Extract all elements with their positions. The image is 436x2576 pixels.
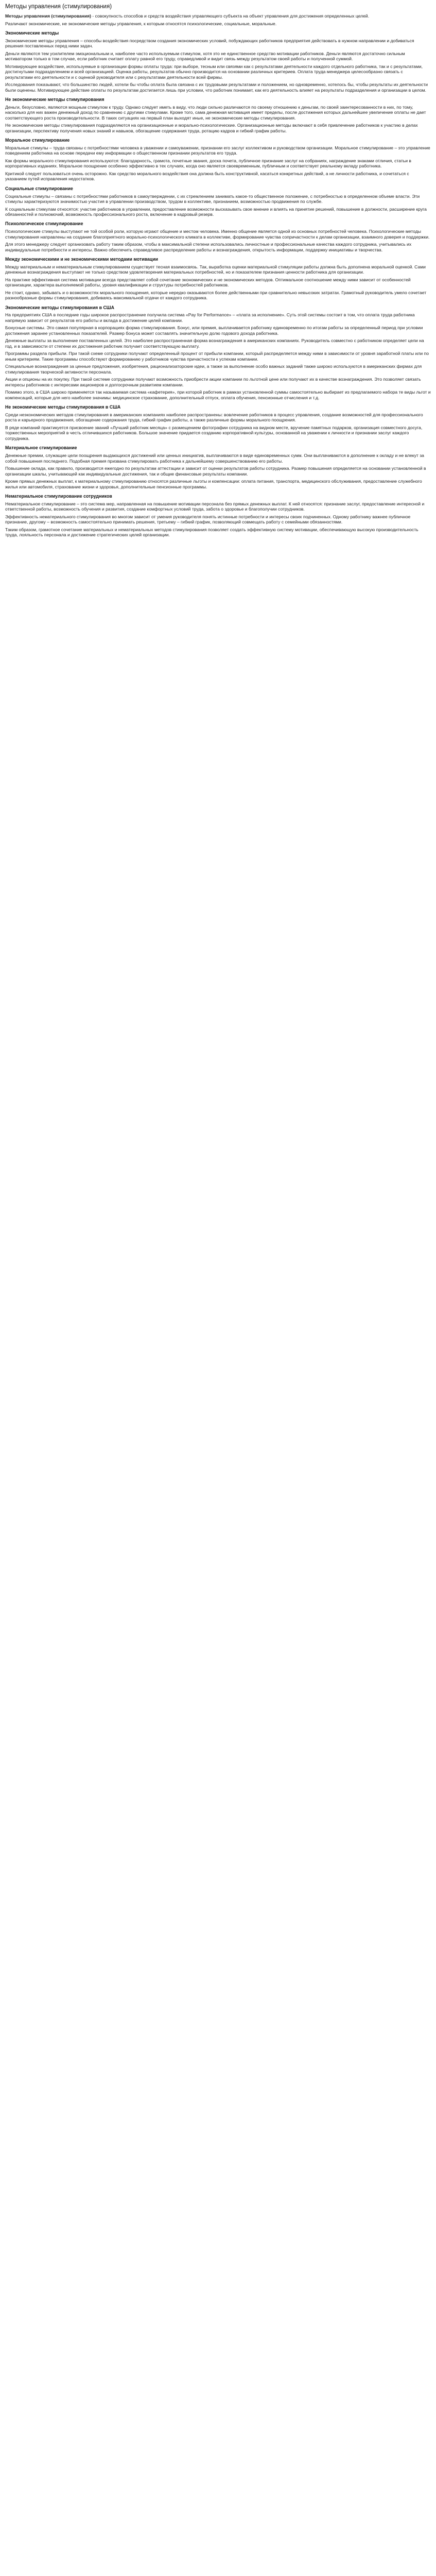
section-paragraph: Бонусные системы. Это самая популярная в корпорациях форма стимулирования. Бонус, или премия, выплачивается работнику единовременно по итогам работы за определенный период при условии достижения заранее установленных показателей. Размер бонуса может составлять значительную долю годового дохода работника.	[5, 325, 423, 336]
document-section	[5, 138, 431, 182]
section-heading: Между экономическими и не экономическими методами мотивации	[5, 257, 159, 262]
section-paragraph: Денежные выплаты за выполнение поставленных целей. Это наиболее распространенная форма вознаграждения в американских компаниях. Руководитель совместно с работником определяет цели на год, и в зависимости от степени их достижения работник получает соответствующую выплату.	[5, 338, 424, 349]
document-section	[5, 494, 431, 538]
page-title: Методы управления (стимулирования)	[5, 4, 112, 10]
section-paragraph: Денежные премии, служащие цели поощрения выдающихся достижений или ценных инициатив, выплачиваются в виде единовременных сумм. Они выплачиваются в дополнение к окладу и не влекут за собой повышения последнего. Подобная премия призвана стимулировать работника к дальнейшему совершенствованию его работы.	[5, 453, 424, 464]
section-paragraph: Деньги являются тем усилителем эмоциональным и, наиболее часто используемым стимулом, хотя это не единственное средство мотивации работников. Деньги являются достаточно сильным мотиватором только в том случае, если работник считает оплату равной его труду, справедливой и видит связь между результатом своей работы и полученной суммой.	[5, 50, 405, 62]
document-section	[5, 257, 431, 301]
section-heading: Психологическое стимулирование	[5, 221, 83, 227]
intro-paragraph-2: Различают экономические, не экономические методы управления, к которым относятся психологические, социальные, моральные.	[5, 21, 277, 26]
section-paragraph: Нематериальное стимулирование – это система мер, направленная на повышение мотивации персонала без прямых денежных выплат. К ней относятся: признание заслуг, предоставление интересной и ответственной работы, возможность обучения и развития, создание комфортных условий труда, забота о здоровье и благополучии сотрудников.	[5, 501, 425, 512]
document-section	[5, 186, 431, 217]
section-paragraph: Помимо этого, в США широко применяется так называемая система «кафетерия», при которой работник в рамках установленной суммы самостоятельно выбирает из предлагаемого набора те виды льгот и компенсаций, которые для него наиболее значимы: медицинское страхование, дополнительный отпуск, оплата обучения, пенсионные отчисления и т.д.	[5, 389, 431, 400]
intro-paragraph	[5, 13, 431, 19]
section-paragraph: Среди неэкономических методов стимулирования в американских компаниях наиболее распространены: вовлечение работников в процесс управления, создание возможностей для профессионального роста и карьерного продвижения, обогащение содержания труда, гибкий график работы, а также различные формы морального поощрения.	[5, 412, 423, 423]
section-paragraph: Исследования показывают, что большинство людей, хотели бы чтобы оплата была связана с их трудовыми результатами и положением, но одновременно, хотелось бы, чтобы результаты их деятельности были оценены. Мотивирующее действие оплаты по результатам достигается лишь при условии, что работник понимает, как его деятельность влияет на результаты подразделения и организации в целом.	[5, 82, 428, 93]
intro-text: - совокупность способов и средств воздействия управляющего субъекта на объект управления для достижения определенных целей.	[91, 13, 370, 19]
document-page	[0, 0, 436, 545]
section-heading: Нематериальное стимулирование сотрудников	[5, 494, 112, 499]
section-paragraph: Экономические методы управления – способы воздействия посредством создания экономических условий, побуждающих работников предприятия действовать в нужном направлении и добиваться решения поставленных перед ними задач.	[5, 38, 414, 49]
section-paragraph: Специальные вознаграждения за ценные предложения, изобретения, рационализаторские идеи, а также за выполнение особо важных заданий также широко используются в американских фирмах для стимулирования творческой активности персонала.	[5, 364, 422, 375]
section-heading: Моральное стимулирование	[5, 138, 70, 143]
section-paragraph: На практике эффективная система мотивации всегда представляет собой сочетание экономических и не экономических методов. Оптимальное соотношение между ними зависит от особенностей организации, характера выполняемой работы, уровня квалификации и структуры потребностей работников.	[5, 277, 411, 288]
section-paragraph: Мотивирующее воздействие, используемые в организации формы оплаты труда: при выборе, тесным или связями как с результатами деятельности каждого отдельного работника, так и с результатами, достигнутыми подразделением и всей организацией. Оценка работы, результатов обычно производится на основании различных критериев. Оплата труда менеджера целесообразно связать с результатами его деятельности и с оценкой руководителя или с результатами деятельности всей фирмы.	[5, 63, 423, 80]
section-paragraph: На предприятиях США в последние годы широкое распространение получила система «Pay for Performance» – «плата за исполнение». Суть этой системы состоит в том, что оплата труда работника напрямую зависит от результатов его работы и вклада в достижение целей компании.	[5, 312, 415, 323]
section-paragraph: Критикой следует пользоваться очень осторожно. Как средство морального воздействия она должна быть конструктивной, касаться конкретных действий, а не личности работника, и сочетаться с указанием путей исправления недостатков.	[5, 171, 409, 182]
document-section	[5, 404, 431, 441]
section-paragraph: Не стоит, однако, забывать и о возможностях морального поощрения, которые нередко оказываются более действенными при сравнительно невысоких затратах. Грамотный руководитель умело сочетает разнообразные формы стимулирования, добиваясь максимальной отдачи от каждого сотрудника.	[5, 290, 427, 301]
section-heading: Экономические методы	[5, 30, 59, 36]
section-heading: Экономические методы стимулирования в США	[5, 304, 115, 310]
section-paragraph: К социальным стимулам относятся: участие работников в управлении, предоставление возможности высказывать свое мнение и влиять на принятие решений, повышение в должности, расширение круга обязанностей и полномочий, возможность профессионального роста, включение в кадровый резерв.	[5, 206, 427, 217]
section-paragraph: Таким образом, грамотное сочетание материальных и нематериальных методов стимулирования позволяет создать эффективную систему мотивации, обеспечивающую высокую производительность труда, лояльность персонала и достижение стратегических целей организации.	[5, 527, 418, 538]
intro-lead: Методы управления (стимулирования)	[5, 13, 91, 19]
section-paragraph: Повышение оклада, как правило, производится ежегодно по результатам аттестации и зависит от оценки результатов работы сотрудника. Размер повышения определяется на основании установленной в организации шкалы, учитывающей как индивидуальные достижения, так и общие финансовые результаты компании.	[5, 466, 426, 477]
section-paragraph: Кроме прямых денежных выплат, к материальному стимулированию относятся различные льготы и компенсации: оплата питания, транспорта, медицинского обслуживания, предоставление служебного жилья или автомобиля, страхование жизни и здоровья, дополнительные пенсионные программы.	[5, 479, 422, 489]
section-paragraph: Эффективность нематериального стимулирования во многом зависит от умения руководителя понять истинные потребности и интересы своих подчиненных. Одному работнику важнее публичное признание, другому – возможность самостоятельно принимать решения, третьему – гибкий график, позволяющий совмещать работу с семейными обязанностями.	[5, 514, 411, 525]
section-paragraph: Акции и опционы на их покупку. При такой системе сотрудники получают возможность приобрести акции компании по льготной цене или получают их в качестве вознаграждения. Это позволяет связать интересы работников с интересами акционеров и долгосрочным развитием компании.	[5, 377, 421, 387]
document-section	[5, 221, 431, 252]
section-paragraph: Психологические стимулы выступают не той особой роли, которую играют общение и местом человека. Именно общение является одной из основных потребностей человека. Психологические методы стимулирования направлены на создание благоприятного морально-психологического климата в коллективе, формирование чувства сопричастности к делам организации, взаимного доверия и поддержки.	[5, 229, 430, 240]
section-heading: Материальное стимулирование	[5, 445, 77, 451]
document-section	[5, 97, 431, 133]
section-paragraph: В ряде компаний практикуется присвоение званий «Лучший работник месяца» с размещением фотографии сотрудника на видном месте, вручение памятных подарков, организация совместного досуга, торжественных мероприятий в честь отличившихся работников. Большое значение придается созданию корпоративной культуры, основанной на уважении к личности и признании заслуг каждого сотрудника.	[5, 425, 423, 441]
section-heading: Не экономические методы стимулирования	[5, 97, 104, 103]
section-heading: Социальные стимулирование	[5, 185, 73, 191]
section-paragraph: Как формы морального стимулирования используются: благодарность, грамота, почетные звания, доска почета, публичное признание заслуг на собраниях, награждение знаками отличия, статьи в корпоративных изданиях. Моральное поощрение особенно эффективно в тех случаях, когда оно является своевременным, публичным и соответствует реальному вкладу работника.	[5, 158, 412, 169]
document-section	[5, 305, 431, 401]
sections-container	[5, 30, 431, 538]
document-section	[5, 445, 431, 489]
section-paragraph: Не экономические методы стимулирования подразделяются на организационные и морально-психологические. Организационные методы включают в себя привлечение работников к участию в делах организации, перспективу получения новых знаний и навыков, обогащение содержания труда, ротацию кадров и гибкий график работы.	[5, 123, 418, 133]
document-section	[5, 30, 431, 93]
section-paragraph: Моральные стимулы – труда связаны с потребностями человека в уважении и самоуважении, признании его заслуг коллективом и руководством организации. Моральное стимулирование – это управление поведением работника на основе передачи ему информации о общественном признании результатов его труда.	[5, 145, 430, 156]
section-paragraph: Деньги, безусловно, являются мощным стимулом к труду. Однако следует иметь в виду, что люди сильно различаются по своему отношению к деньгам, по своей заинтересованности в них, по тому, насколько для них важен денежный доход по сравнению с другими стимулами. Кроме того, сама денежная мотивация имеет пределы, после достижения которых дальнейшее увеличение оплаты не дает соответствующего роста производительности. В таких ситуациях на первый план выходят иные, не экономические методы стимулирования.	[5, 104, 426, 121]
section-heading: Не экономические методы стимулирования в США	[5, 404, 121, 410]
section-paragraph: Для этого менеджеру следует организовать работу таким образом, чтобы в максимальной степени использовались личностные и профессиональные качества каждого сотрудника, учитывались их индивидуальные потребности и интересы. Важно обеспечить справедливое распределение работы и вознаграждения, открытость информации, поддержку инициативы и творчества.	[5, 242, 412, 252]
section-paragraph: Социальные стимулы – связаны с потребностями работников в самоутверждении, с их стремлением занимать какое-то общественное положение, с потребностью в определенном объеме власти. Эти стимулы характеризуются значимостью участия в управлении производством, трудом в коллективе, признанием, возможностью продвижения по службе.	[5, 193, 420, 205]
section-paragraph: Между материальным и нематериальным стимулированием существует тесная взаимосвязь. Так, выработка оценки материальной стимуляции работы должна быть дополнена моральной оценкой. Сами денежные вознаграждения выступают не только средством удовлетворения материальных потребностей, но и показателем признания ценности работника для организации.	[5, 264, 426, 275]
section-paragraph: Программы раздела прибыли. При такой схеме сотрудники получают определенный процент от прибыли компании, который распределяется между ними в зависимости от уровня заработной платы или по иным критериям. Такие программы способствуют формированию у работников чувства причастности к успехам компании.	[5, 351, 429, 362]
